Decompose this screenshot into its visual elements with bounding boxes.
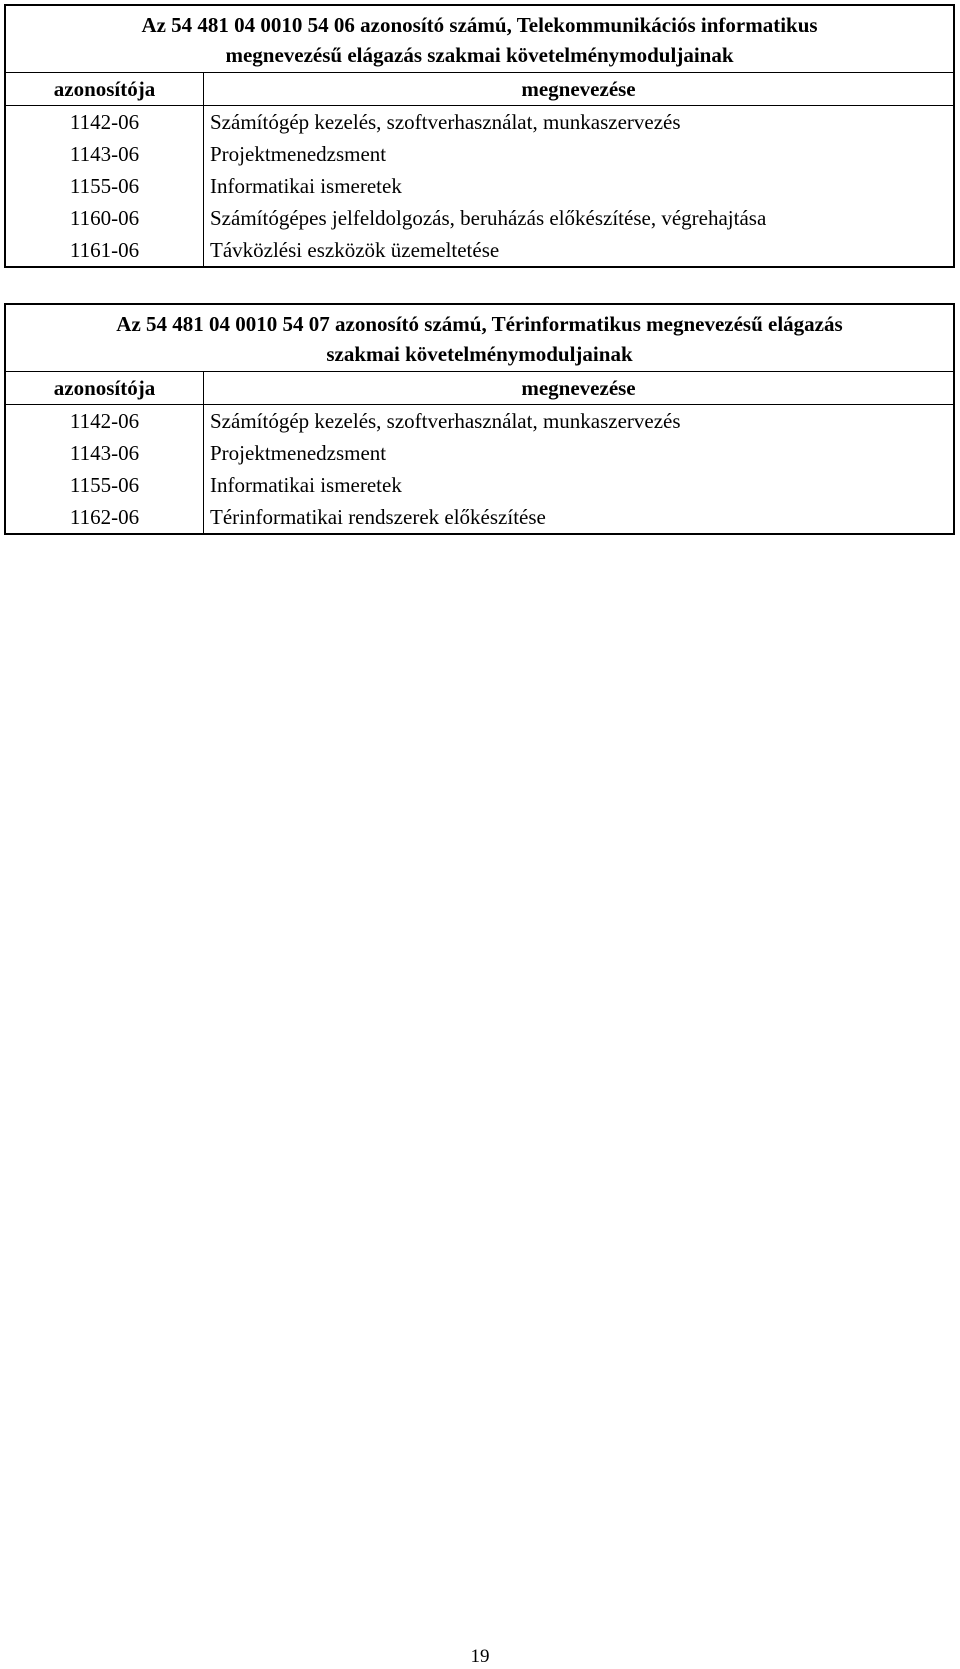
table-title-line-2: szakmai követelménymoduljainak (326, 342, 633, 366)
table-title-line-1: Az 54 481 04 0010 54 07 azonosító számú, Térinformatikus megnevezésű elágazás (116, 312, 843, 336)
module-id-cell: 1155-06 (6, 469, 204, 501)
table-row (6, 234, 953, 266)
table-row (6, 170, 953, 202)
table-title (6, 6, 953, 73)
module-id-cell: 1161-06 (6, 234, 204, 266)
table-row (6, 437, 953, 469)
column-header-name: megnevezése (521, 77, 636, 101)
table-title (6, 305, 953, 372)
module-table-terinformatikus (4, 303, 955, 535)
module-name-cell: Projektmenedzsment (210, 441, 387, 465)
module-name-cell: Számítógépes jelfeldolgozás, beruházás előkészítése, végrehajtása (210, 206, 767, 230)
table-row (6, 106, 953, 138)
module-id-cell: 1143-06 (6, 437, 204, 469)
module-name-cell: Térinformatikai rendszerek előkészítése (210, 505, 546, 529)
module-id-cell: 1162-06 (6, 501, 204, 533)
table-title-line-2: megnevezésű elágazás szakmai követelménymoduljainak (225, 43, 734, 67)
table-row (6, 469, 953, 501)
module-name-cell: Távközlési eszközök üzemeltetése (210, 238, 500, 262)
module-name-cell: Informatikai ismeretek (210, 174, 402, 198)
page-number: 19 (470, 1646, 490, 1667)
module-id-cell: 1142-06 (6, 405, 204, 437)
module-name-cell: Számítógép kezelés, szoftverhasználat, munkaszervezés (210, 110, 681, 134)
module-id-cell: 1143-06 (6, 138, 204, 170)
table-header-row (6, 372, 953, 405)
table-row (6, 202, 953, 234)
table-row (6, 138, 953, 170)
column-header-name: megnevezése (521, 376, 636, 400)
table-title-line-1: Az 54 481 04 0010 54 06 azonosító számú, Telekommunikációs informatikus (141, 13, 818, 37)
table-header-row (6, 73, 953, 106)
module-name-cell: Informatikai ismeretek (210, 473, 402, 497)
module-id-cell: 1160-06 (6, 202, 204, 234)
table-row (6, 405, 953, 437)
module-id-cell: 1155-06 (6, 170, 204, 202)
column-header-id: azonosítója (6, 372, 204, 404)
module-id-cell: 1142-06 (6, 106, 204, 138)
table-row (6, 501, 953, 533)
module-name-cell: Számítógép kezelés, szoftverhasználat, munkaszervezés (210, 409, 681, 433)
module-name-cell: Projektmenedzsment (210, 142, 387, 166)
module-table-telekommunikacios (4, 4, 955, 268)
column-header-id: azonosítója (6, 73, 204, 105)
